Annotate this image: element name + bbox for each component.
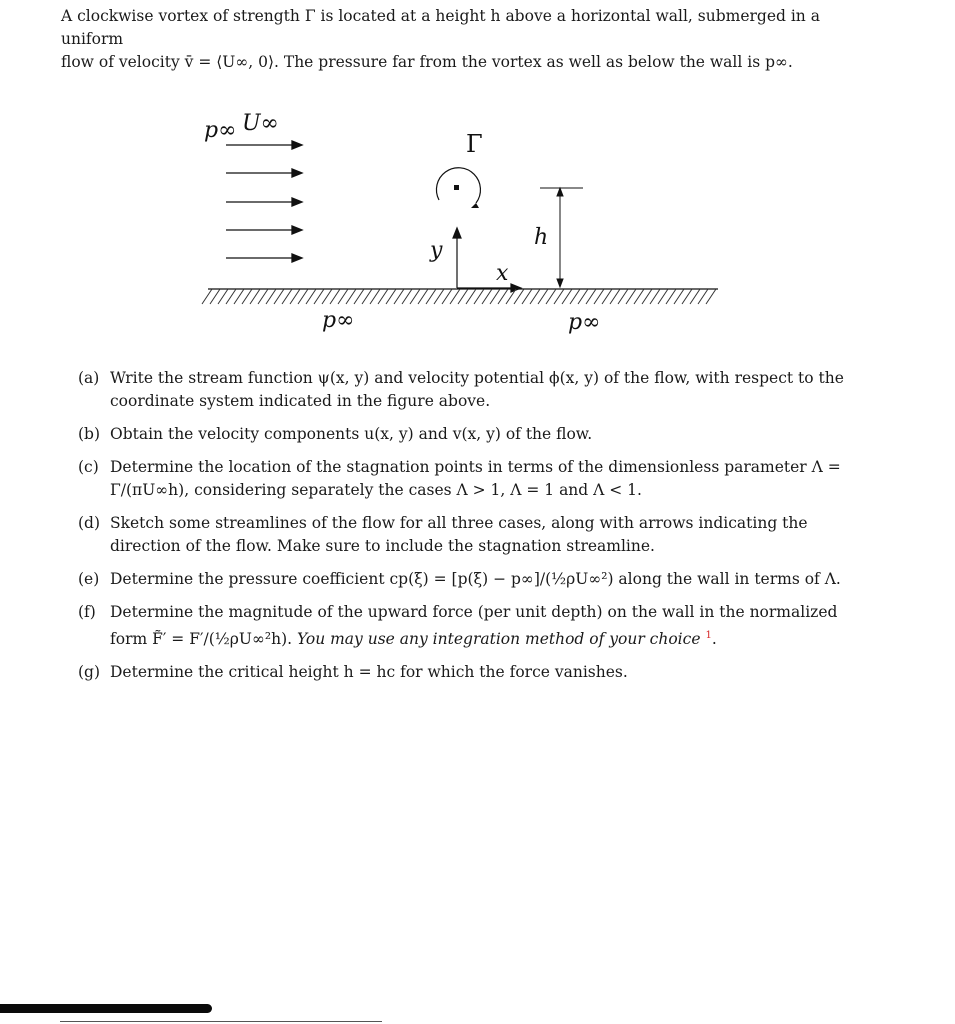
scroll-progress-bar[interactable] bbox=[0, 1004, 212, 1013]
freestream-arrows bbox=[226, 141, 302, 262]
question-label: (g) bbox=[78, 663, 101, 682]
label-p-inf-bottom-right: p∞ bbox=[568, 310, 601, 335]
question-label: (d) bbox=[78, 514, 101, 532]
label-x: x bbox=[496, 261, 509, 286]
question-text: Write the stream function ψ(x, y) and velocity potential ϕ(x, y) of the flow, with respect to the coordinate system indicated in the figure above. bbox=[110, 369, 844, 410]
question-b bbox=[78, 423, 868, 446]
label-h: h bbox=[534, 225, 549, 250]
problem-intro bbox=[61, 5, 881, 74]
label-gamma: Γ bbox=[466, 130, 483, 158]
question-text: Sketch some streamlines of the flow for all three cases, along with arrows indicating the direction of the flow. Make sure to include the stagnation streamline. bbox=[110, 514, 808, 555]
question-end: . bbox=[711, 630, 717, 649]
question-text: Determine the critical height h = hc for which the force vanishes. bbox=[110, 663, 628, 682]
question-c bbox=[78, 456, 868, 502]
question-a bbox=[78, 367, 868, 413]
question-text: Determine the magnitude of the upward force (per unit depth) on the wall in the normalized form F̃′ = F′/(½ρU∞²h). bbox=[110, 603, 838, 649]
label-p-inf-top: p∞ bbox=[204, 118, 237, 143]
intro-line-1: A clockwise vortex of strength Γ is located at a height h above a horizontal wall, submerged in a uniform bbox=[61, 7, 820, 48]
question-e bbox=[78, 568, 868, 591]
question-label: (b) bbox=[78, 425, 101, 443]
coordinate-axes bbox=[453, 228, 521, 292]
vortex-wall-figure bbox=[190, 100, 730, 345]
question-list bbox=[78, 367, 868, 694]
question-f bbox=[78, 601, 868, 651]
question-text: Determine the pressure coefficient cp(ξ) = [p(ξ) − p∞]/(½ρU∞²) along the wall in terms of Λ. bbox=[110, 570, 841, 588]
question-italic-text: You may use any integration method of your choice bbox=[296, 630, 701, 649]
footnote-marker[interactable]: 1 bbox=[705, 630, 712, 641]
figure-canvas bbox=[190, 100, 730, 345]
vortex-symbol bbox=[436, 168, 480, 208]
question-d bbox=[78, 512, 868, 558]
question-label: (c) bbox=[78, 458, 99, 476]
question-g bbox=[78, 661, 868, 684]
question-text: Determine the location of the stagnation points in terms of the dimensionless parameter Λ = Γ/(πU∞h), considering separately the cases Λ > 1, Λ = 1 and Λ < 1. bbox=[110, 458, 841, 499]
label-p-inf-bottom-left: p∞ bbox=[322, 308, 355, 333]
vortex-center-dot bbox=[454, 185, 459, 190]
intro-line-2: flow of velocity v̄ = ⟨U∞, 0⟩. The pressure far from the vortex as well as below the wall is p∞. bbox=[61, 53, 793, 71]
wall bbox=[202, 289, 718, 304]
label-y: y bbox=[430, 238, 443, 263]
question-label: (a) bbox=[78, 369, 100, 387]
question-label: (e) bbox=[78, 570, 100, 588]
question-label: (f) bbox=[78, 603, 96, 621]
label-u-inf: U∞ bbox=[242, 111, 279, 136]
footnote-rule bbox=[60, 1021, 382, 1022]
question-text: Obtain the velocity components u(x, y) and v(x, y) of the flow. bbox=[110, 425, 593, 443]
